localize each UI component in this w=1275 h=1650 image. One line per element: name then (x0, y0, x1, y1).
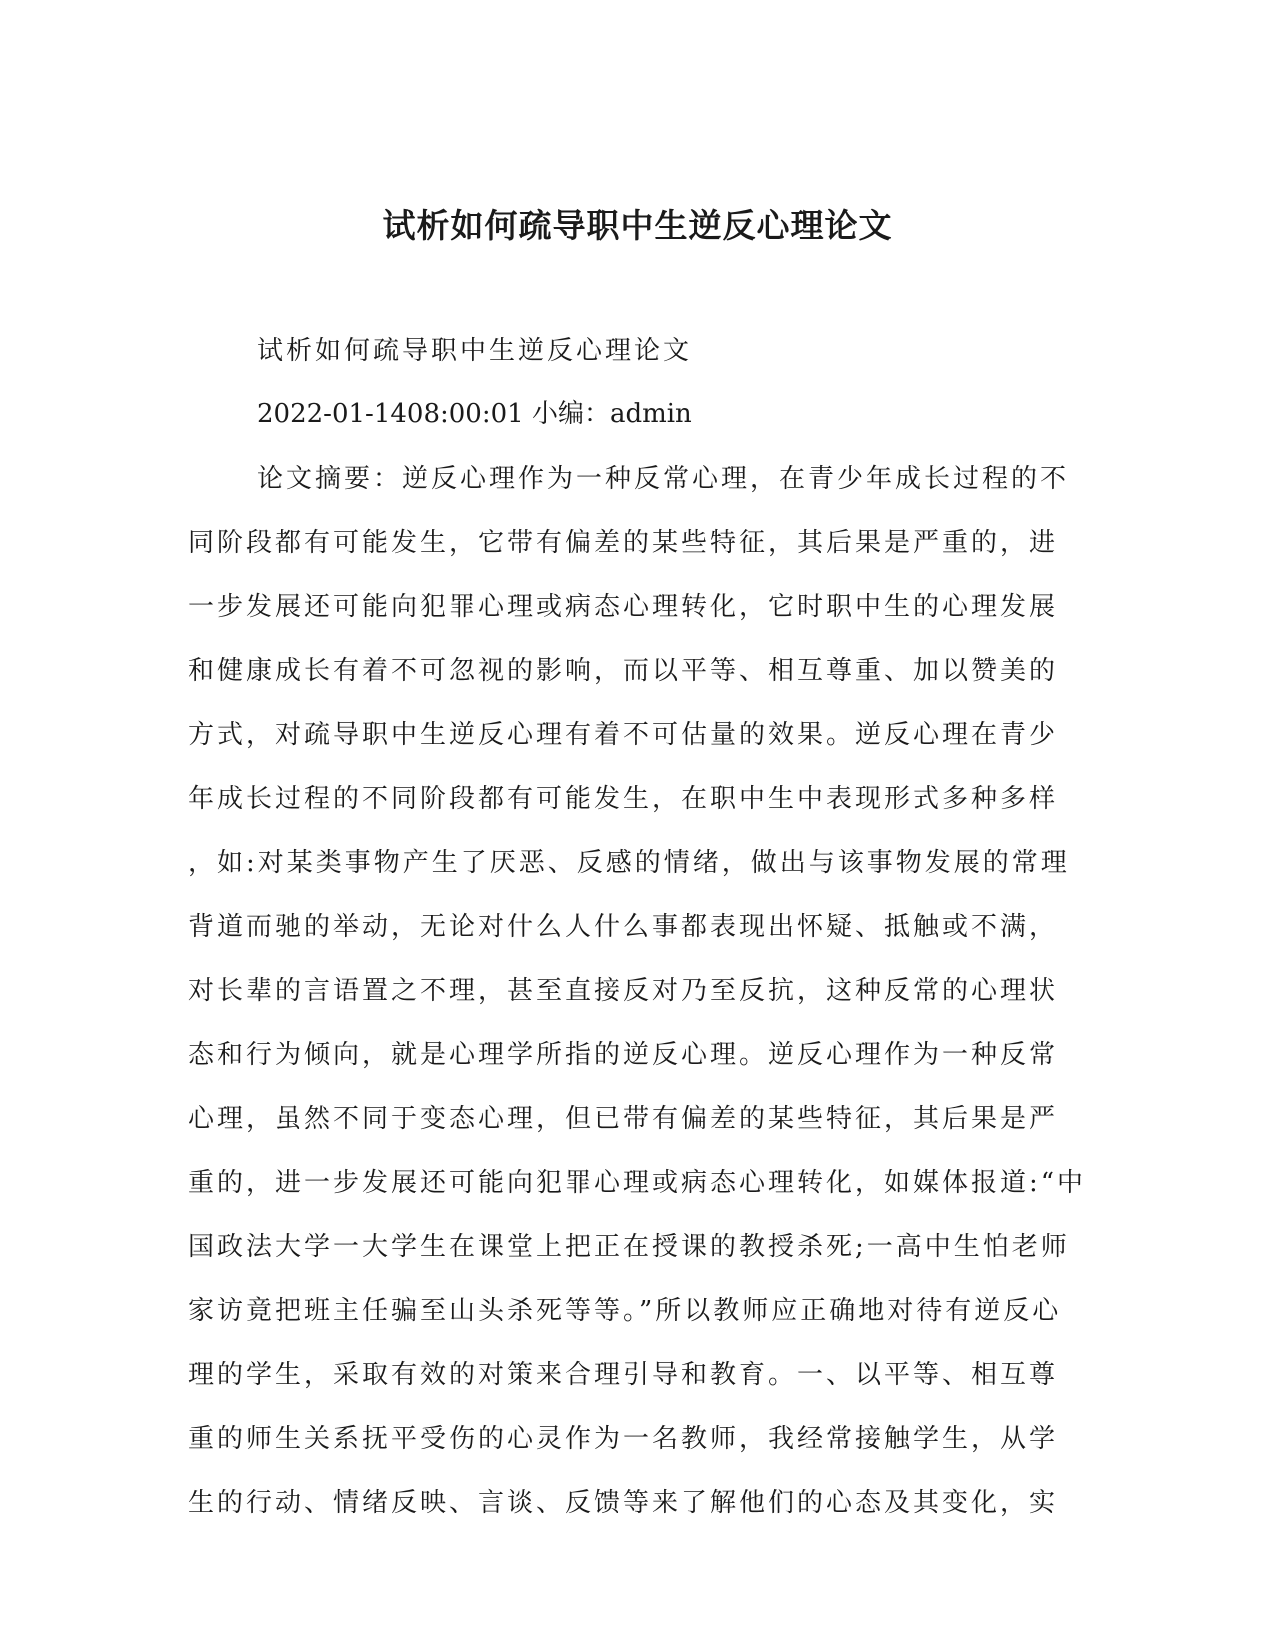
abstract-line: 态和行为倾向，就是心理学所指的逆反心理。逆反心理作为一种反常 (188, 1040, 1059, 1070)
document-subtitle: 试析如何疏导职中生逆反心理论文 (257, 336, 693, 366)
abstract-line: 生的行动、情绪反映、言谈、反馈等来了解他们的心态及其变化，实 (188, 1488, 1059, 1518)
abstract-line: 方式，对疏导职中生逆反心理有着不可估量的效果。逆反心理在青少 (188, 720, 1059, 750)
abstract-line: 国政法大学一大学生在课堂上把正在授课的教授杀死;一高中生怕老师 (188, 1232, 1070, 1262)
abstract-line: 背道而驰的举动，无论对什么人什么事都表现出怀疑、抵触或不满， (188, 912, 1059, 942)
abstract-line: 一步发展还可能向犯罪心理或病态心理转化，它时职中生的心理发展 (188, 592, 1059, 622)
abstract-line: 重的，进一步发展还可能向犯罪心理或病态心理转化，如媒体报道:“中 (188, 1168, 1087, 1198)
abstract-line: 理的学生，采取有效的对策来合理引导和教育。一、以平等、相互尊 (188, 1360, 1059, 1390)
abstract-line: 重的师生关系抚平受伤的心灵作为一名教师，我经常接触学生，从学 (188, 1424, 1059, 1454)
abstract-line: 和健康成长有着不可忽视的影响，而以平等、相互尊重、加以赞美的 (188, 656, 1059, 686)
abstract-line: 论文摘要：逆反心理作为一种反常心理，在青少年成长过程的不 (257, 464, 1070, 494)
abstract-line: 同阶段都有可能发生，它带有偏差的某些特征，其后果是严重的，进 (188, 528, 1059, 558)
document-title: 试析如何疏导职中生逆反心理论文 (382, 206, 893, 245)
date-author-line: 2022-01-1408:00:01 小编：admin (257, 399, 692, 429)
abstract-line: ，如:对某类事物产生了厌恶、反感的情绪，做出与该事物发展的常理 (188, 848, 1070, 878)
abstract-line: 家访竟把班主任骗至山头杀死等等。”所以教师应正确地对待有逆反心 (188, 1296, 1062, 1326)
abstract-paragraph (188, 447, 1087, 1535)
abstract-line: 对长辈的言语置之不理，甚至直接反对乃至反抗，这种反常的心理状 (188, 976, 1059, 1006)
abstract-line: 年成长过程的不同阶段都有可能发生，在职中生中表现形式多种多样 (188, 784, 1059, 814)
abstract-line: 心理，虽然不同于变态心理，但已带有偏差的某些特征，其后果是严 (188, 1104, 1059, 1134)
